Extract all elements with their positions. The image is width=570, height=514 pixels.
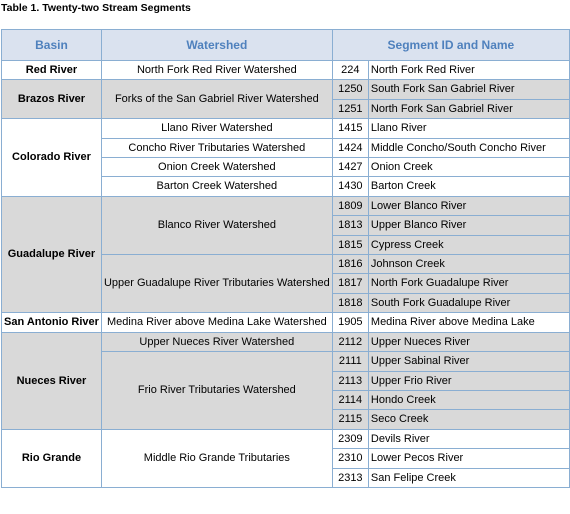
watershed-cell: Upper Nueces River Watershed (101, 332, 332, 351)
segment-name-cell: Middle Concho/South Concho River (368, 138, 569, 157)
segment-name-cell: Upper Frio River (368, 371, 569, 390)
segment-name-cell: Medina River above Medina Lake (368, 313, 569, 332)
segment-name-cell: Hondo Creek (368, 390, 569, 409)
header-watershed: Watershed (101, 30, 332, 61)
watershed-cell: Forks of the San Gabriel River Watershed (101, 80, 332, 119)
segment-name-cell: San Felipe Creek (368, 468, 569, 487)
basin-cell: San Antonio River (2, 313, 102, 332)
table-row (2, 313, 570, 332)
segment-id-cell: 1815 (332, 235, 368, 254)
table-row (2, 429, 570, 448)
watershed-cell: Llano River Watershed (101, 119, 332, 138)
segment-name-cell: North Fork Guadalupe River (368, 274, 569, 293)
segment-name-cell: Upper Nueces River (368, 332, 569, 351)
basin-cell: Nueces River (2, 332, 102, 429)
table-row (2, 332, 570, 351)
watershed-cell: Concho River Tributaries Watershed (101, 138, 332, 157)
basin-cell: Rio Grande (2, 429, 102, 487)
segment-id-cell: 2111 (332, 352, 368, 371)
watershed-cell: Frio River Tributaries Watershed (101, 352, 332, 430)
table-row (2, 61, 570, 80)
segment-id-cell: 1817 (332, 274, 368, 293)
segment-name-cell: Llano River (368, 119, 569, 138)
table-row (2, 119, 570, 138)
segment-id-cell: 1809 (332, 196, 368, 215)
segment-name-cell: Barton Creek (368, 177, 569, 196)
segment-id-cell: 2309 (332, 429, 368, 448)
table-row (2, 80, 570, 99)
segment-id-cell: 2115 (332, 410, 368, 429)
segment-id-cell: 1813 (332, 216, 368, 235)
segment-name-cell: Cypress Creek (368, 235, 569, 254)
segment-name-cell: North Fork Red River (368, 61, 569, 80)
segment-id-cell: 1424 (332, 138, 368, 157)
basin-cell: Guadalupe River (2, 196, 102, 312)
segment-name-cell: Johnson Creek (368, 255, 569, 274)
basin-cell: Red River (2, 61, 102, 80)
segment-name-cell: Lower Pecos River (368, 449, 569, 468)
segment-name-cell: Lower Blanco River (368, 196, 569, 215)
header-segment: Segment ID and Name (332, 30, 569, 61)
segment-id-cell: 1427 (332, 158, 368, 177)
segment-id-cell: 1905 (332, 313, 368, 332)
segment-id-cell: 2310 (332, 449, 368, 468)
segment-id-cell: 1250 (332, 80, 368, 99)
segment-name-cell: Seco Creek (368, 410, 569, 429)
basin-cell: Colorado River (2, 119, 102, 197)
header-basin: Basin (2, 30, 102, 61)
segment-id-cell: 1430 (332, 177, 368, 196)
segment-name-cell: South Fork Guadalupe River (368, 293, 569, 312)
segment-id-cell: 2112 (332, 332, 368, 351)
basin-cell: Brazos River (2, 80, 102, 119)
segment-name-cell: South Fork San Gabriel River (368, 80, 569, 99)
segment-id-cell: 224 (332, 61, 368, 80)
watershed-cell: Middle Rio Grande Tributaries (101, 429, 332, 487)
segment-id-cell: 1818 (332, 293, 368, 312)
watershed-cell: Upper Guadalupe River Tributaries Watershed (101, 255, 332, 313)
segment-id-cell: 1251 (332, 99, 368, 118)
segment-id-cell: 1415 (332, 119, 368, 138)
segment-name-cell: Onion Creek (368, 158, 569, 177)
segment-id-cell: 2113 (332, 371, 368, 390)
segment-name-cell: North Fork San Gabriel River (368, 99, 569, 118)
stream-segments-table (1, 29, 570, 488)
segment-id-cell: 2114 (332, 390, 368, 409)
table-header-row (2, 30, 570, 61)
segment-id-cell: 1816 (332, 255, 368, 274)
segment-name-cell: Upper Sabinal River (368, 352, 569, 371)
watershed-cell: Blanco River Watershed (101, 196, 332, 254)
table-caption: Table 1. Twenty-two Stream Segments (1, 2, 191, 14)
watershed-cell: North Fork Red River Watershed (101, 61, 332, 80)
watershed-cell: Medina River above Medina Lake Watershed (101, 313, 332, 332)
segment-name-cell: Devils River (368, 429, 569, 448)
segment-name-cell: Upper Blanco River (368, 216, 569, 235)
segment-id-cell: 2313 (332, 468, 368, 487)
watershed-cell: Onion Creek Watershed (101, 158, 332, 177)
watershed-cell: Barton Creek Watershed (101, 177, 332, 196)
table-row (2, 196, 570, 215)
